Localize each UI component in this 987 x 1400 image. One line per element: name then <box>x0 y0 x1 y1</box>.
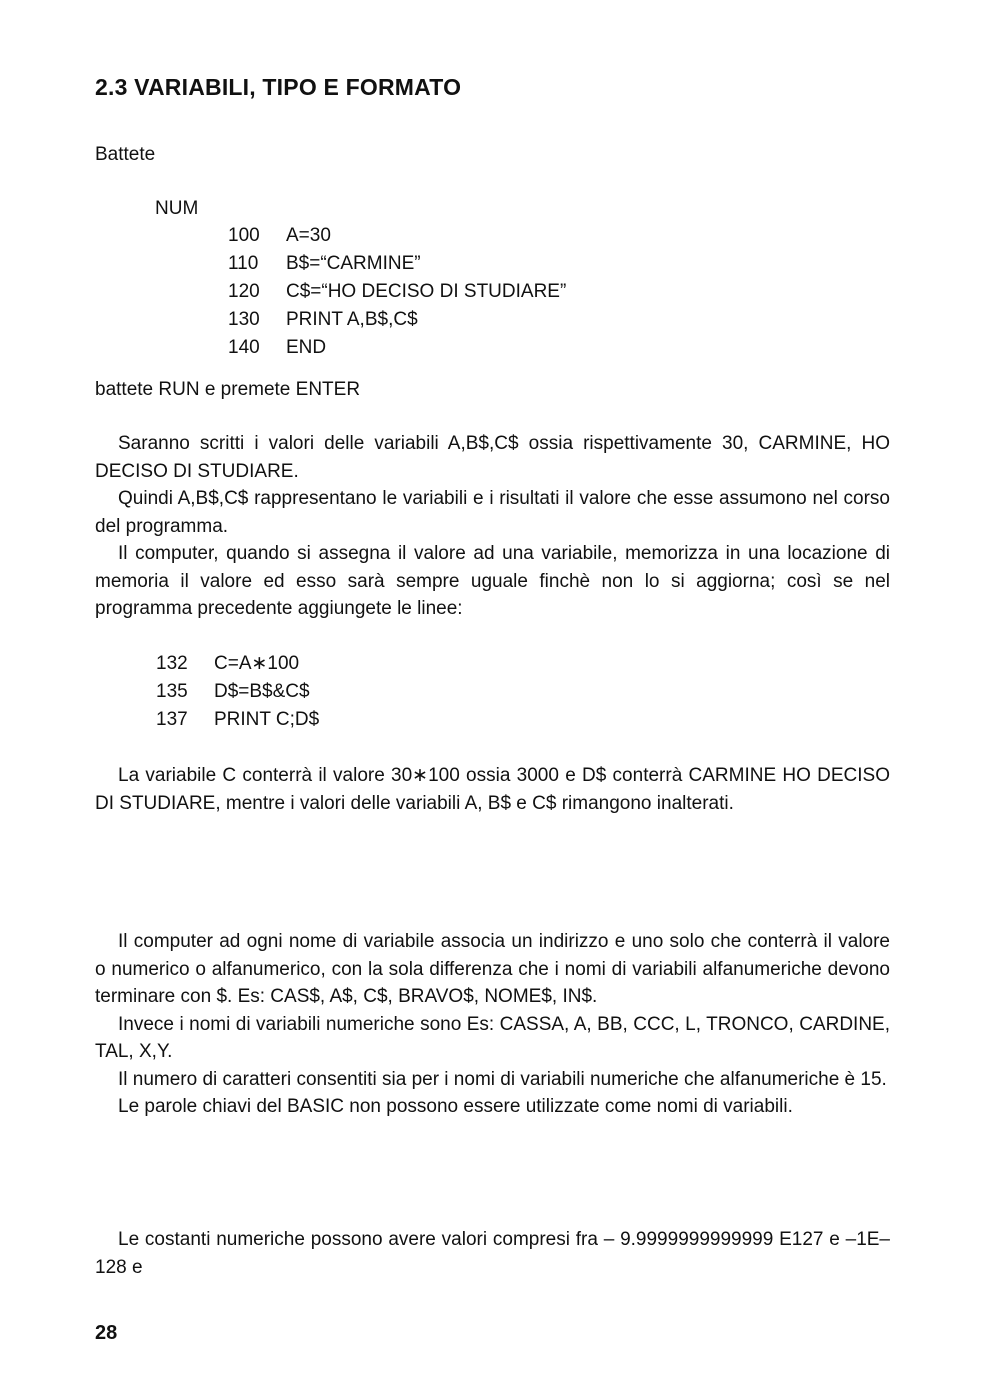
line-number: 120 <box>228 281 260 302</box>
line-number: 130 <box>228 309 260 330</box>
paragraph-text: Le parole chiavi del BASIC non possono essere utilizzate come nomi di variabili. <box>118 1096 793 1117</box>
line-number: 100 <box>228 225 260 246</box>
paragraph-4 <box>95 1226 890 1281</box>
paragraph-3 <box>95 928 890 1121</box>
line-number: 110 <box>228 253 259 274</box>
paragraph-text: Quindi A,B$,C$ rappresentano le variabili e i risultati il valore che esse assumono nel corso del programma. <box>95 488 890 537</box>
line-number: 140 <box>228 337 260 358</box>
statement: PRINT A,B$,C$ <box>286 309 418 330</box>
paragraph-2 <box>95 762 890 817</box>
statement: C=A∗100 <box>214 653 300 674</box>
statement: D$=B$&C$ <box>214 681 310 702</box>
page-number: 28 <box>95 1322 118 1344</box>
paragraph-text: Invece i nomi di variabili numeriche sono Es: CASSA, A, BB, CCC, L, TRONCO, CARDINE, TAL, X,Y. <box>95 1013 890 1062</box>
paragraph-text: Saranno scritti i valori delle variabili A,B$,C$ ossia rispettivamente 30, CARMINE, HO DECISO DI STUDIARE. <box>95 433 890 482</box>
section-heading: 2.3 VARIABILI, TIPO E FORMATO <box>95 74 462 100</box>
paragraph-text: Il numero di caratteri consentiti sia per i nomi di variabili numeriche che alfanumeriche è 15. <box>118 1068 887 1090</box>
line-number: 137 <box>156 709 188 730</box>
paragraph-1 <box>95 430 890 623</box>
line-number: 132 <box>156 653 188 674</box>
intro-text: Battete <box>95 144 156 165</box>
statement: PRINT C;D$ <box>214 709 320 730</box>
line-number: 135 <box>156 681 188 702</box>
run-instruction: battete RUN e premete ENTER <box>95 379 361 400</box>
paragraph-text: Il computer, quando si assegna il valore ad una variabile, memorizza in una locazione di memoria il valore ed esso sarà sempre uguale finchè non lo si aggiorna; così se nel programma precedente aggiungete le linee: <box>95 543 890 619</box>
statement: C$=“HO DECISO DI STUDIARE” <box>286 281 567 302</box>
num-command: NUM <box>155 198 199 219</box>
statement: A=30 <box>286 225 331 246</box>
paragraph-text: Le costanti numeriche possono avere valori compresi fra – 9.9999999999999 E127 e –1E–128 e <box>95 1229 890 1278</box>
statement: B$=“CARMINE” <box>286 253 421 274</box>
paragraph-text: La variabile C conterrà il valore 30∗100 ossia 3000 e D$ conterrà CARMINE HO DECISO DI STUDIARE, mentre i valori delle variabili A, B$ e C$ rimangono inalterati. <box>95 765 890 814</box>
paragraph-text: Il computer ad ogni nome di variabile associa un indirizzo e uno solo che conterrà il valore o numerico o alfanumerico, con la sola differenza che i nomi di variabili alfanumeriche devono terminare con $. Es: CAS$, A$, C$, BRAVO$, NOME$, IN$. <box>95 931 890 1007</box>
statement: END <box>286 337 327 358</box>
